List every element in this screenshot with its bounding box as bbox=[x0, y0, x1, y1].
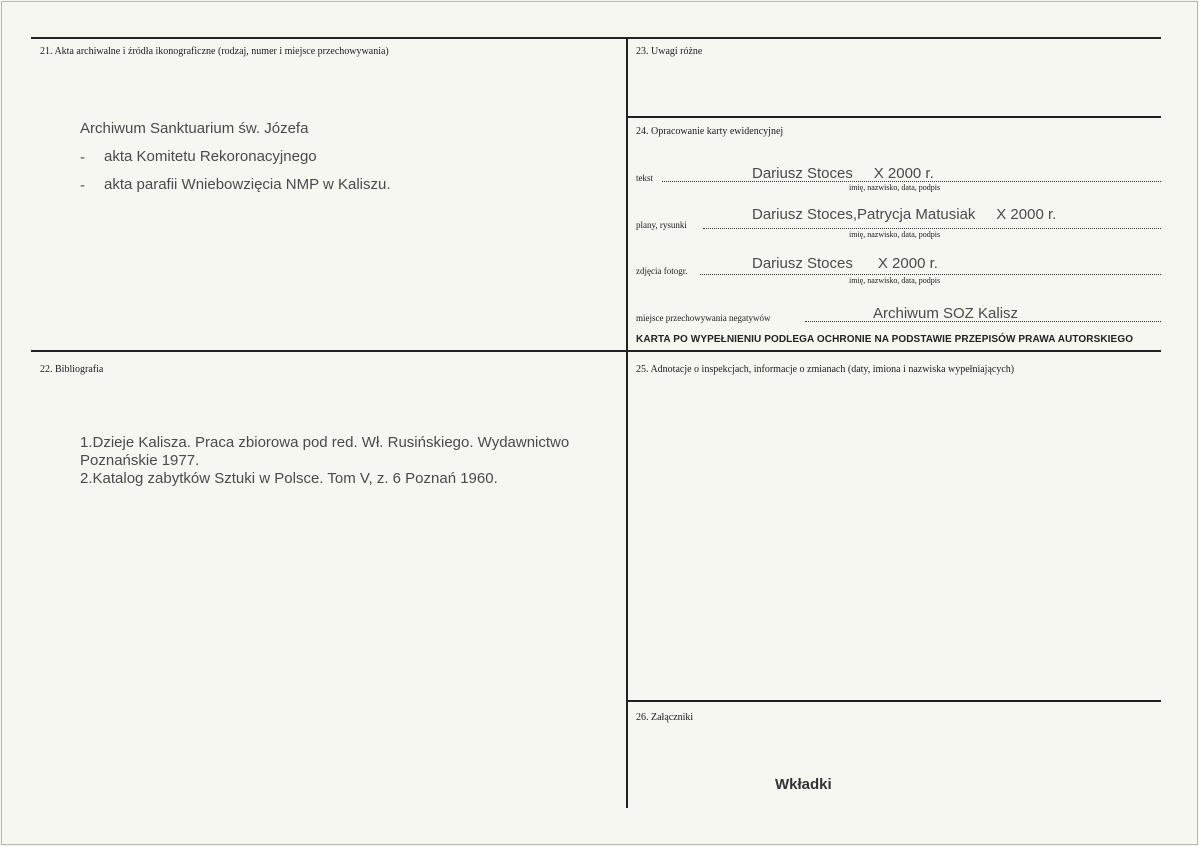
section-23-label: 23. Uwagi różne bbox=[636, 46, 703, 57]
center-divider bbox=[626, 37, 628, 808]
archive-item-1: akta Komitetu Rekoronacyjnego bbox=[104, 148, 317, 165]
photos-dotted-line bbox=[700, 274, 1161, 275]
rule-23-24 bbox=[627, 116, 1161, 118]
bibliography-line-3: 2.Katalog zabytków Sztuki w Polsce. Tom V, z. 6 Poznań 1960. bbox=[80, 470, 498, 487]
photos-label: zdjęcia fotogr. bbox=[636, 266, 688, 276]
photos-caption: imię, nazwisko, data, podpis bbox=[849, 276, 941, 285]
section-24-label: 24. Opracowanie karty ewidencyjnej bbox=[636, 126, 784, 137]
list-dash-1: - bbox=[80, 149, 85, 166]
negatives-location-value: Archiwum SOZ Kalisz bbox=[873, 305, 1019, 322]
plans-author-value: Dariusz Stoces,Patrycja Matusiak X 2000 r. bbox=[752, 206, 1057, 223]
rule-middle bbox=[31, 350, 1161, 352]
text-caption: imię, nazwisko, data, podpis bbox=[849, 183, 941, 192]
list-dash-2: - bbox=[80, 177, 85, 194]
archive-item-2: akta parafii Wniebowzięcia NMP w Kaliszu. bbox=[104, 176, 391, 193]
section-22-label: 22. Bibliografia bbox=[40, 364, 104, 375]
copyright-notice: KARTA PO WYPEŁNIENIU PODLEGA OCHRONIE NA PODSTAWIE PRZEPISÓW PRAWA AUTORSKIEGO bbox=[636, 334, 1134, 345]
text-label: tekst bbox=[636, 173, 653, 183]
plans-dotted-line bbox=[703, 228, 1161, 229]
rule-25-26 bbox=[627, 700, 1161, 702]
bibliography-line-2: Poznańskie 1977. bbox=[80, 452, 200, 469]
plans-caption: imię, nazwisko, data, podpis bbox=[849, 230, 941, 239]
archive-name: Archiwum Sanktuarium św. Józefa bbox=[80, 120, 309, 137]
plans-label: plany, rysunki bbox=[636, 220, 687, 230]
bibliography-line-1: 1.Dzieje Kalisza. Praca zbiorowa pod red. Wł. Rusińskiego. Wydawnictwo bbox=[80, 434, 570, 451]
text-author-value: Dariusz Stoces X 2000 r. bbox=[752, 165, 934, 182]
top-rule bbox=[31, 37, 1161, 39]
attachments-value: Wkładki bbox=[775, 776, 832, 793]
section-25-label: 25. Adnotacje o inspekcjach, informacje o zmianach (daty, imiona i nazwiska wypełniających) bbox=[636, 364, 1015, 375]
photos-author-value: Dariusz Stoces X 2000 r. bbox=[752, 255, 938, 272]
section-26-label: 26. Załączniki bbox=[636, 712, 694, 723]
section-21-label: 21. Akta archiwalne i źródła ikonograficzne (rodzaj, numer i miejsce przechowywania) bbox=[40, 46, 389, 57]
negatives-label: miejsce przechowywania negatywów bbox=[636, 313, 771, 323]
